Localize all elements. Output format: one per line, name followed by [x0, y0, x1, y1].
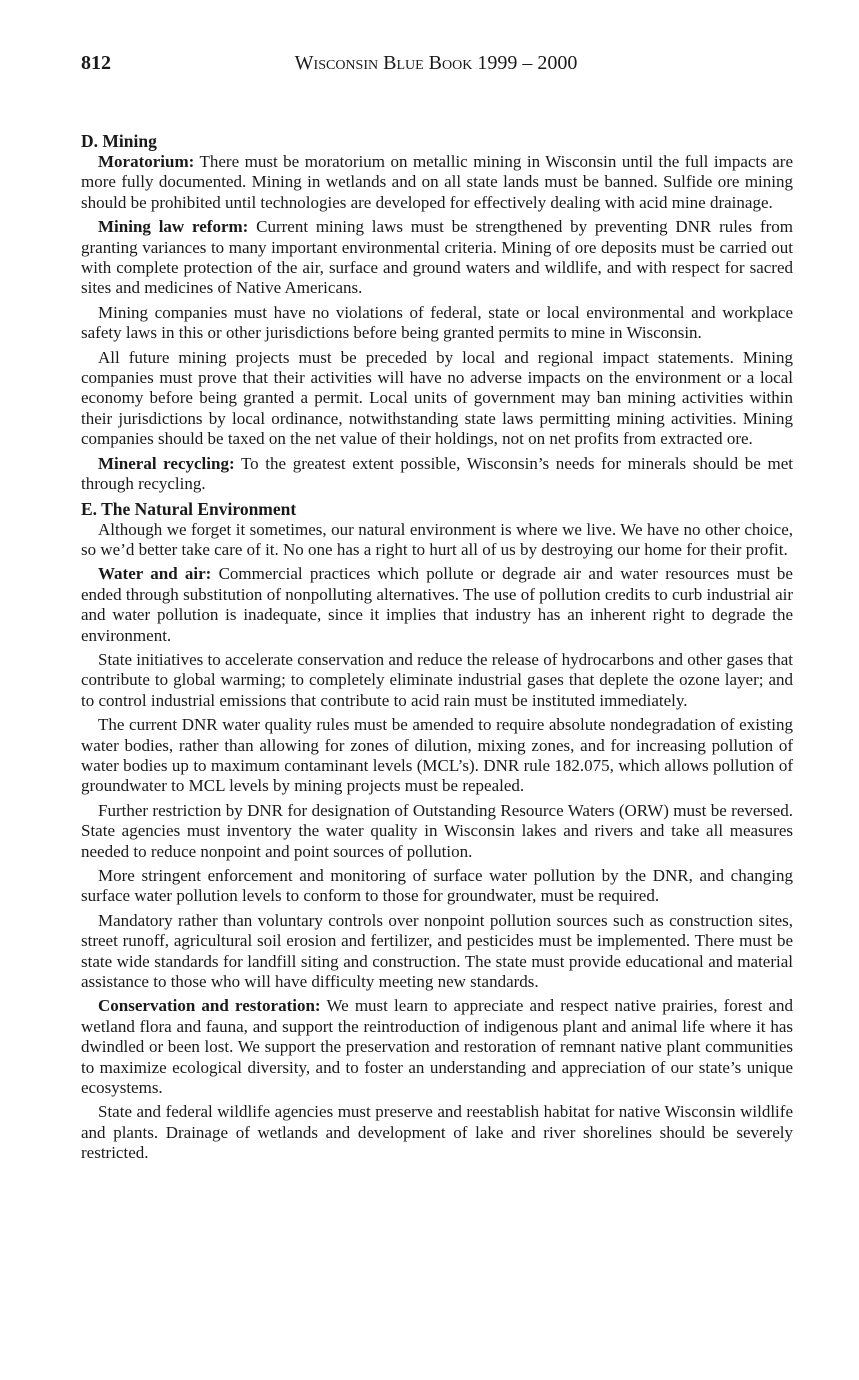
paragraph	[81, 996, 793, 1098]
paragraph	[81, 152, 793, 213]
paragraph-text: State and federal wildlife agencies must preserve and reestablish habitat for native Wisconsin wildlife and plants. Drainage of wetlands and development of lake and river shorelines should be severely restricted.	[81, 1102, 793, 1163]
paragraph-text: Current mining laws must be strengthened by preventing DNR rules from granting variances to many important environmental criteria. Mining of ore deposits must be carried out with complete protection of the air, surface and ground waters and wildlife, and with respect for sacred sites and medicines of Native Americans.	[81, 217, 793, 298]
paragraph-text: Commercial practices which pollute or degrade air and water resources must be ended through substitution of nonpolluting alternatives. The use of pollution credits to curb industrial air and water pollution is inadequate, since it implies that industry has an inherent right to degrade the environment.	[81, 564, 793, 645]
paragraph	[81, 866, 793, 907]
paragraph-text: Further restriction by DNR for designation of Outstanding Resource Waters (ORW) must be reversed. State agencies must inventory the water quality in Wisconsin lakes and rivers and take all measures needed to reduce nonpoint and point sources of pollution.	[81, 800, 793, 861]
page-number: 812	[81, 52, 111, 74]
page-header	[81, 50, 791, 76]
paragraph-text: There must be moratorium on metallic mining in Wisconsin until the full impacts are more fully documented. Mining in wetlands and on all state lands must be banned. Sulfide ore mining should be prohibited until technologies are developed for effectively dealing with acid mine drainage.	[81, 152, 793, 212]
document-body	[81, 131, 793, 1168]
section-mining	[81, 131, 793, 495]
paragraph-text: State initiatives to accelerate conservation and reduce the release of hydrocarbons and other gases that contribute to global warming; to completely eliminate industrial gases that deplete the ozone layer; and to control industrial emissions that contribute to acid rain must be instituted immediately.	[81, 649, 793, 710]
paragraph	[81, 1102, 793, 1163]
section-heading: D. Mining	[81, 131, 157, 151]
paragraph-text: All future mining projects must be preceded by local and regional impact statements. Mining companies must prove that their activities will have no adverse impacts on the environment or a local economy before being granted a permit. Local units of government may ban mining activities within their jurisdictions by local ordinance, notwithstanding state laws permitting mining activities. Mining companies should be taxed on the net value of their holdings, not on net profits from extracted ore.	[81, 347, 793, 449]
paragraph-text: The current DNR water quality rules must be amended to require absolute nondegradation of existing water bodies, rather than allowing for zones of dilution, mixing zones, and for increasing pollution of water bodies up to maximum contaminant levels (MCL’s). DNR rule 182.075, which allows pollution of groundwater to MCL levels by mining projects must be repealed.	[81, 715, 793, 796]
paragraph	[81, 911, 793, 993]
paragraph-text: We must learn to appreciate and respect native prairies, forest and wetland flora and fauna, and support the reintroduction of indigenous plant and animal life where it has dwindled or been lost. We support the preservation and restoration of remnant native plant communities to maximize ecological diversity, and to foster an understanding and appreciation of our state’s unique ecosystems.	[81, 996, 794, 1098]
paragraph	[81, 715, 793, 797]
paragraph	[81, 564, 793, 646]
paragraph-lead: Mineral recycling:	[98, 453, 235, 473]
paragraph-lead: Mining law reform:	[98, 217, 249, 237]
paragraph-text: More stringent enforcement and monitoring of surface water pollution by the DNR, and changing surface water pollution levels to conform to those for groundwater, must be required.	[81, 866, 793, 906]
running-title: Wisconsin Blue Book 1999 – 2000	[294, 52, 578, 74]
paragraph-text: Mandatory rather than voluntary controls over nonpoint pollution sources such as construction sites, street runoff, agricultural soil erosion and fertilizer, and pesticides must be implemented. There must be state wide standards for landfill siting and construction. The state must provide educational and material assistance to those who will have difficulty meeting new standards.	[81, 910, 793, 992]
paragraph-text: Although we forget it sometimes, our natural environment is where we live. We have no other choice, so we’d better take care of it. No one has a right to hurt all of us by destroying our home for their profit.	[81, 519, 793, 559]
paragraph	[81, 650, 793, 711]
paragraph-lead: Water and air:	[98, 564, 212, 584]
section-heading: E. The Natural Environment	[81, 498, 297, 519]
paragraph-lead: Conservation and restoration:	[98, 996, 321, 1016]
paragraph	[81, 303, 793, 344]
paragraph	[81, 454, 793, 495]
paragraph-lead: Moratorium:	[98, 152, 195, 171]
paragraph	[81, 801, 793, 862]
paragraph-text: To the greatest extent possible, Wisconsin’s needs for minerals should be met through recycling.	[81, 453, 793, 494]
paragraph	[81, 348, 793, 450]
paragraph-text: Mining companies must have no violations of federal, state or local environmental and workplace safety laws in this or other jurisdictions before being granted permits to mine in Wisconsin.	[81, 302, 793, 343]
paragraph	[81, 520, 793, 561]
section-natural-environment	[81, 499, 793, 1164]
paragraph	[81, 217, 793, 299]
